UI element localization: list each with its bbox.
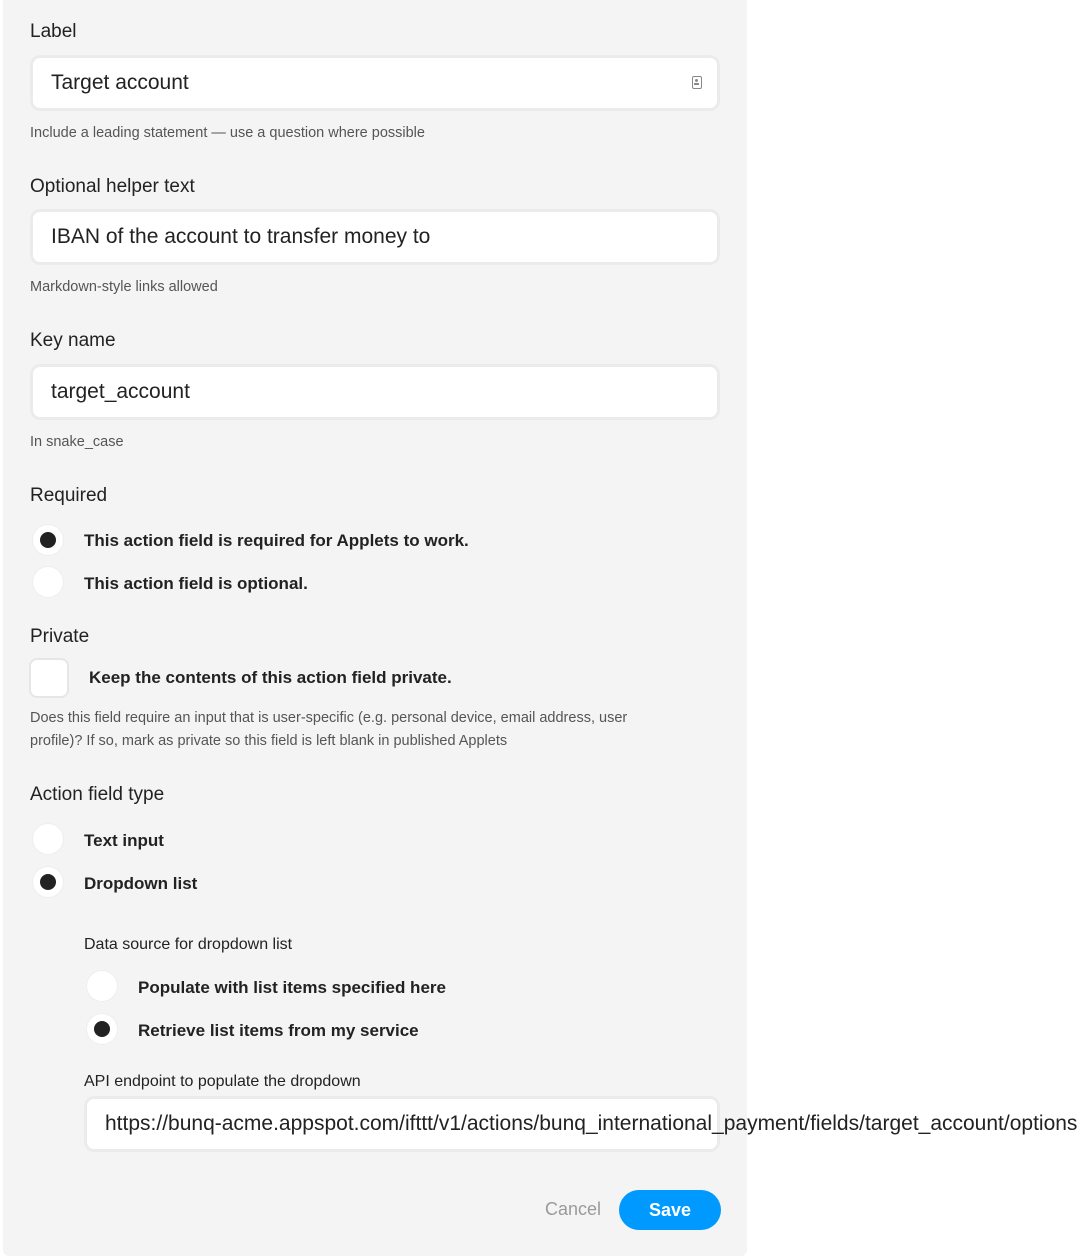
helper-text-input[interactable] [30,209,720,265]
key-name-value: target_account [51,380,190,403]
private-checkbox-label: Keep the contents of this action field private. [89,668,452,687]
dropdown-source-service-label: Retrieve list items from my service [138,1021,419,1040]
save-button[interactable]: Save [619,1190,721,1230]
field-type-text-input-label: Text input [84,831,164,850]
private-checkbox[interactable] [31,660,67,696]
label-input[interactable] [30,55,720,111]
api-endpoint-value: https://bunq-acme.appspot.com/ifttt/v1/actions/bunq_international_payment/fields/target_account/options [105,1112,1077,1135]
helper-section-title: Optional helper text [30,176,195,197]
field-type-radio-dropdown[interactable] [33,867,63,897]
label-hint: Include a leading statement — use a question where possible [30,125,425,141]
helper-text-value: IBAN of the account to transfer money to [51,225,431,248]
field-type-dropdown-label: Dropdown list [84,874,198,893]
dropdown-source-specified-label: Populate with list items specified here [138,978,446,997]
dropdown-source-radio-specified[interactable] [87,971,117,1001]
required-radio-required[interactable] [33,525,63,555]
key-section-title: Key name [30,330,116,351]
label-section-title: Label [30,21,77,42]
required-option-optional-label: This action field is optional. [84,574,308,593]
required-option-required-label: This action field is required for Applets to work. [84,531,469,550]
helper-hint: Markdown-style links allowed [30,279,218,295]
cancel-button[interactable]: Cancel [545,1199,602,1219]
api-endpoint-title: API endpoint to populate the dropdown [84,1073,361,1090]
dropdown-source-radio-service[interactable] [87,1014,117,1044]
key-hint: In snake_case [30,434,124,450]
field-type-radio-text-input[interactable] [33,824,63,854]
private-section-title: Private [30,626,90,647]
private-hint-line1: Does this field require an input that is user-specific (e.g. personal device, email address, user [30,710,628,726]
field-type-section-title: Action field type [30,784,165,805]
contact-card-icon[interactable] [692,76,702,89]
api-endpoint-input[interactable] [84,1096,1077,1152]
label-input-value: Target account [51,71,189,94]
required-section-title: Required [30,485,108,506]
required-radio-optional[interactable] [33,567,63,597]
dropdown-source-title: Data source for dropdown list [84,936,293,953]
key-name-input[interactable] [30,364,720,420]
private-hint-line2: profile)? If so, mark as private so this field is left blank in published Applets [30,733,508,749]
